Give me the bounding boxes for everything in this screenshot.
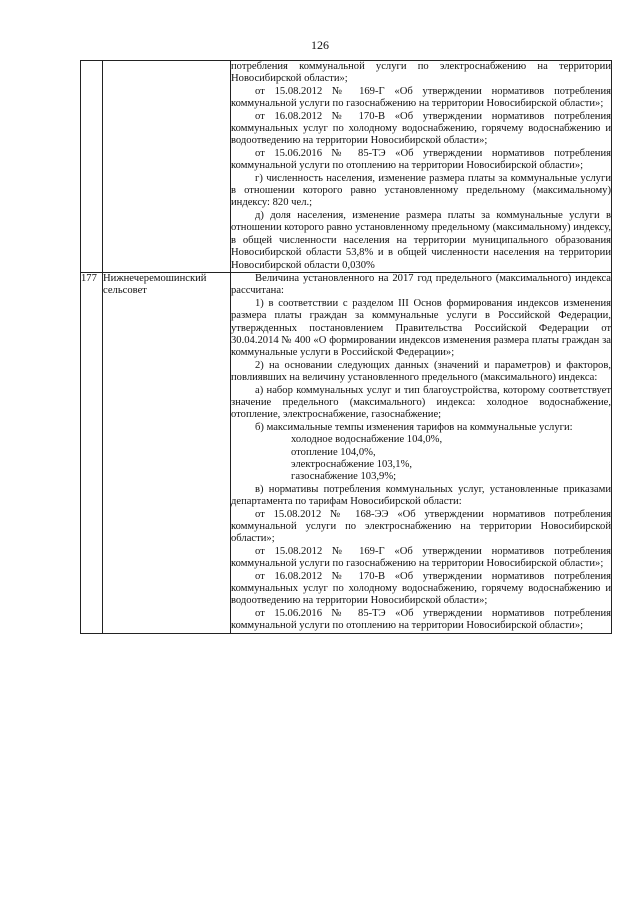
paragraph: от 15.08.2012 № 168-ЭЭ «Об утверждении нормативов потребления коммунальной услуги по электроснабжению на территории Новосибирской области»; (231, 508, 611, 545)
paragraph: 2) на основании следующих данных (значений и параметров) и факторов, повлиявших на величину установленного предельного (максимального) индекса: (231, 359, 611, 384)
tariff-item: холодное водоснабжение 104,0%, (291, 434, 443, 446)
paragraph: от 15.06.2016 № 85-ТЭ «Об утверждении нормативов потребления коммунальной услуги по отоплению на территории Новосибирской области»; (231, 147, 611, 172)
municipality-name: Нижнечеремошинский сельсовет (103, 272, 231, 633)
paragraph: от 15.06.2016 № 85-ТЭ «Об утверждении нормативов потребления коммунальной услуги по отоплению на территории Новосибирской области»; (231, 607, 611, 632)
paragraph: от 16.08.2012 № 170-В «Об утверждении нормативов потребления коммунальных услуг по холодному водоснабжению, горячему водоснабжению и водоотведению на территории Новосибирской области»; (231, 110, 611, 147)
paragraph: б) максимальные темпы изменения тарифов на коммунальные услуги: (255, 421, 573, 433)
paragraph: а) набор коммунальных услуг и тип благоустройства, которому соответствует значение предельного (максимального) индекса: холодное водоснабжение, отопление, электроснабжение, газоснабжение; (231, 384, 611, 421)
row-number: 177 (81, 272, 103, 633)
calculation-description (231, 61, 612, 273)
calculation-description (231, 272, 612, 633)
tariff-item: электроснабжение 103,1%, (291, 459, 413, 470)
paragraph: потребления коммунальной услуги по электроснабжению на территории Новосибирской области»; (231, 61, 611, 85)
table-row (81, 272, 612, 633)
paragraph: Величина установленного на 2017 год предельного (максимального) индекса рассчитана: (231, 272, 611, 297)
page-number: 126 (311, 38, 329, 52)
paragraph: г) численность населения, изменение размера платы за коммунальные услуги в отношении которого равно установленному предельному (максимальному) индексу: 820 чел.; (231, 172, 611, 209)
row-number (81, 61, 103, 273)
paragraph: от 16.08.2012 № 170-В «Об утверждении нормативов потребления коммунальных услуг по холодному водоснабжению, горячему водоснабжению и водоотведению на территории Новосибирской области»; (231, 570, 611, 607)
paragraph: от 15.08.2012 № 169-Г «Об утверждении нормативов потребления коммунальной услуги по газоснабжению на территории Новосибирской области»; (231, 85, 611, 110)
paragraph: 1) в соответствии с разделом III Основ формирования индексов изменения размера платы граждан за коммунальные услуги в Российской Федерации, утвержденных постановлением Правительства Российской Федерации от 30.04.2014 № 400 «О формировании индексов изменения размера платы граждан за коммунальные услуги в Российской Федерации»; (231, 297, 611, 359)
municipality-name (103, 61, 231, 273)
table-row (81, 61, 612, 273)
paragraph: в) нормативы потребления коммунальных услуг, установленные приказами департамента по тарифам Новосибирской области: (231, 483, 611, 508)
paragraph: от 15.08.2012 № 169-Г «Об утверждении нормативов потребления коммунальной услуги по газоснабжению на территории Новосибирской области»; (231, 545, 611, 570)
paragraph: д) доля населения, изменение размера платы за коммунальные услуги в отношении которого равно установленному предельному (максимальному) индексу, в общей численности населения на территории муниципального образования Новосибирской области 53,8% и в общей численности населения на территории Новосибирской области 0,030% (231, 209, 611, 271)
tariff-item: отопление 104,0%, (291, 446, 376, 458)
document-table (80, 60, 612, 634)
tariff-item: газоснабжение 103,9%; (291, 471, 397, 483)
